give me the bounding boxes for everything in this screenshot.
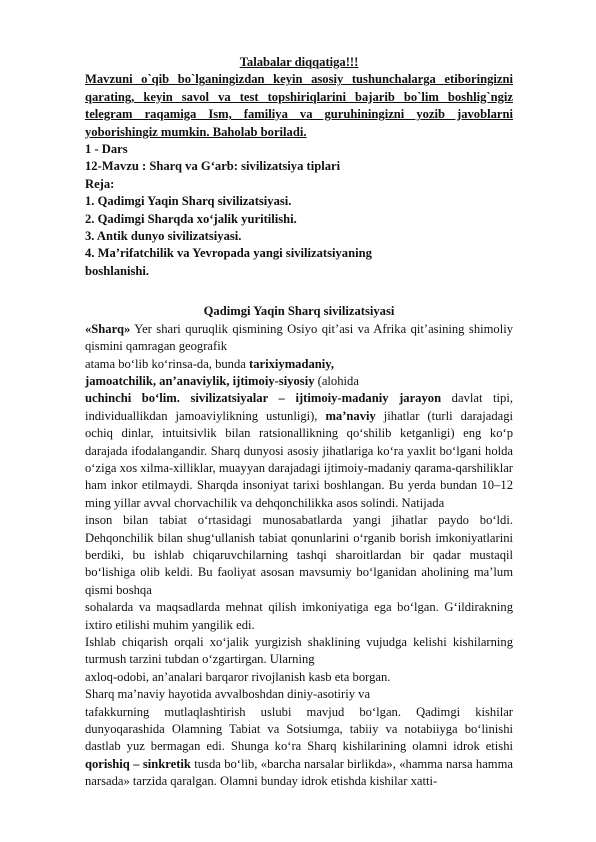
lesson-label: 1 - Dars [85, 142, 128, 157]
document-page [85, 54, 513, 791]
topic-title: 12-Mavzu : Sharq va G‘arb: sivilizatsiya tiplari [85, 159, 341, 174]
plan-item: boshlanishi. [85, 263, 150, 278]
paragraph [85, 390, 513, 512]
paragraph-text: tusda bo‘lib, «barcha narsalar birlikda», «hamma narsa hamma narsada» tarzida qaralgan. Olamni bunday idrok etishda kishilar xatti- [85, 756, 513, 789]
paragraph [85, 704, 513, 791]
paragraph-text: (alohida [314, 373, 359, 388]
paragraph: inson bilan tabiat o‘rtasidagi munosabatlarda yangi jihatlar paydo bo‘ldi. Dehqonchilik bilan shug‘ullanish tabiat qonunlarini o‘rganib borish imkoniyatlarini berdiki, bu ishlab chiqaruvchilarning tashqi sharoitlardan bir qadar mustaqil bo‘lishiga olib keldi. Bu faoliyat asosan mavsumiy bo‘lganidan aholining ma’lum qismi boshqa [85, 513, 513, 597]
bold-term: uchinchi bo‘lim. sivilizatsiyalar – ijtimoiy-madaniy jarayon [85, 391, 442, 406]
paragraph-text: davlat tipi, individuallikdan jamoaviylikning ustunligi), [85, 391, 513, 423]
notice-text: Mavzuni o`qib bo`lganingizdan keyin asosiy tushunchalarga etiboringizni qarating, keyin savol va test topshiriqlarini bajarib bo`lim boshlig`ngiz telegram raqamiga Ism, familiya va guruhiningizni yozib javoblarni yoborishingiz mumkin. Baholab boriladi. [85, 72, 513, 139]
spacer [85, 280, 513, 297]
paragraph: sohalarda va maqsadlarda mehnat qilish imkoniyatiga ega bo‘lgan. G‘ildirakning ixtiro etilishi muhim yangilik edi. [85, 600, 513, 632]
term-sharq: «Sharq» [85, 321, 131, 336]
notice-title: Talabalar diqqatiga!!! [239, 55, 359, 69]
paragraph [85, 373, 513, 390]
section-heading: Qadimgi Yaqin Sharq sivilizatsiyasi [203, 304, 395, 319]
paragraph [85, 356, 513, 373]
bold-term: tarixiymadaniy, [249, 356, 335, 371]
bold-term: ma’naviy [325, 408, 376, 423]
paragraph-text: tafakkurning mutlaqlashtirish uslubi mavjud bo‘lgan. Qadimgi kishilar dunyoqarashida Olamning Tabiat va Sotsiumga, tabiiy va notabiiyga bo‘linishi dastlab yuz bermagan edi. Shunga ko‘ra Sharq kishilarining olamni idrok etishi [85, 704, 513, 754]
plan-item: 3. Antik dunyo sivilizatsiyasi. [85, 229, 242, 244]
bold-term: jamoatchilik, an’anaviylik, ijtimoiy-siyosiy [85, 373, 315, 388]
plan-item: 1. Qadimgi Yaqin Sharq sivilizatsiyasi. [85, 194, 292, 209]
plan-item: 4. Ma’rifatchilik va Yevropada yangi sivilizatsiyaning [85, 246, 372, 261]
paragraph-text: atama bo‘lib ko‘rinsa-da, bunda [85, 356, 250, 371]
paragraph-text: jihatlar (turli darajadagi ochiq dinlar, intuitsivlik bilan ratsionallikning qo‘shilib ketganligi) eng ko‘p darajada ifodalangandir. Sharq dunyosi asosiy jihatlariga ko‘ra yaxlit bo‘lgani holda o‘ziga xos xilma-xilliklar, muayyan darajadagi ijtimoiy-madaniy qarama-qarshiliklar ham inkor etilmaydi. Sharqda insoniyat tarixi boshlangan. Bu yerda bundan 10–12 ming yillar avval chorvachilik va dehqonchilikka asos solindi. Natijada [85, 408, 514, 510]
paragraph [85, 321, 513, 356]
paragraph: axloq-odobi, an’analari barqaror rivojlanish kasb eta borgan. [85, 669, 391, 684]
bold-term: qorishiq – sinkretik [85, 756, 191, 771]
paragraph: Ishlab chiqarish orqali xo‘jalik yurgizish shaklining vujudga kelishi kishilarning turmush tarzini tubdan o‘zgartirgan. Ularning [85, 635, 513, 667]
paragraph-text: Yer shari quruqlik qismining Osiyo qit’asi va Afrika qit’asining shimoliy qismini qamragan geografik [85, 321, 513, 354]
plan-label: Reja: [85, 176, 115, 191]
plan-item: 2. Qadimgi Sharqda xo‘jalik yuritilishi. [85, 211, 297, 226]
paragraph: Sharq ma’naviy hayotida avvalboshdan diniy-asotiriy va [85, 687, 371, 702]
